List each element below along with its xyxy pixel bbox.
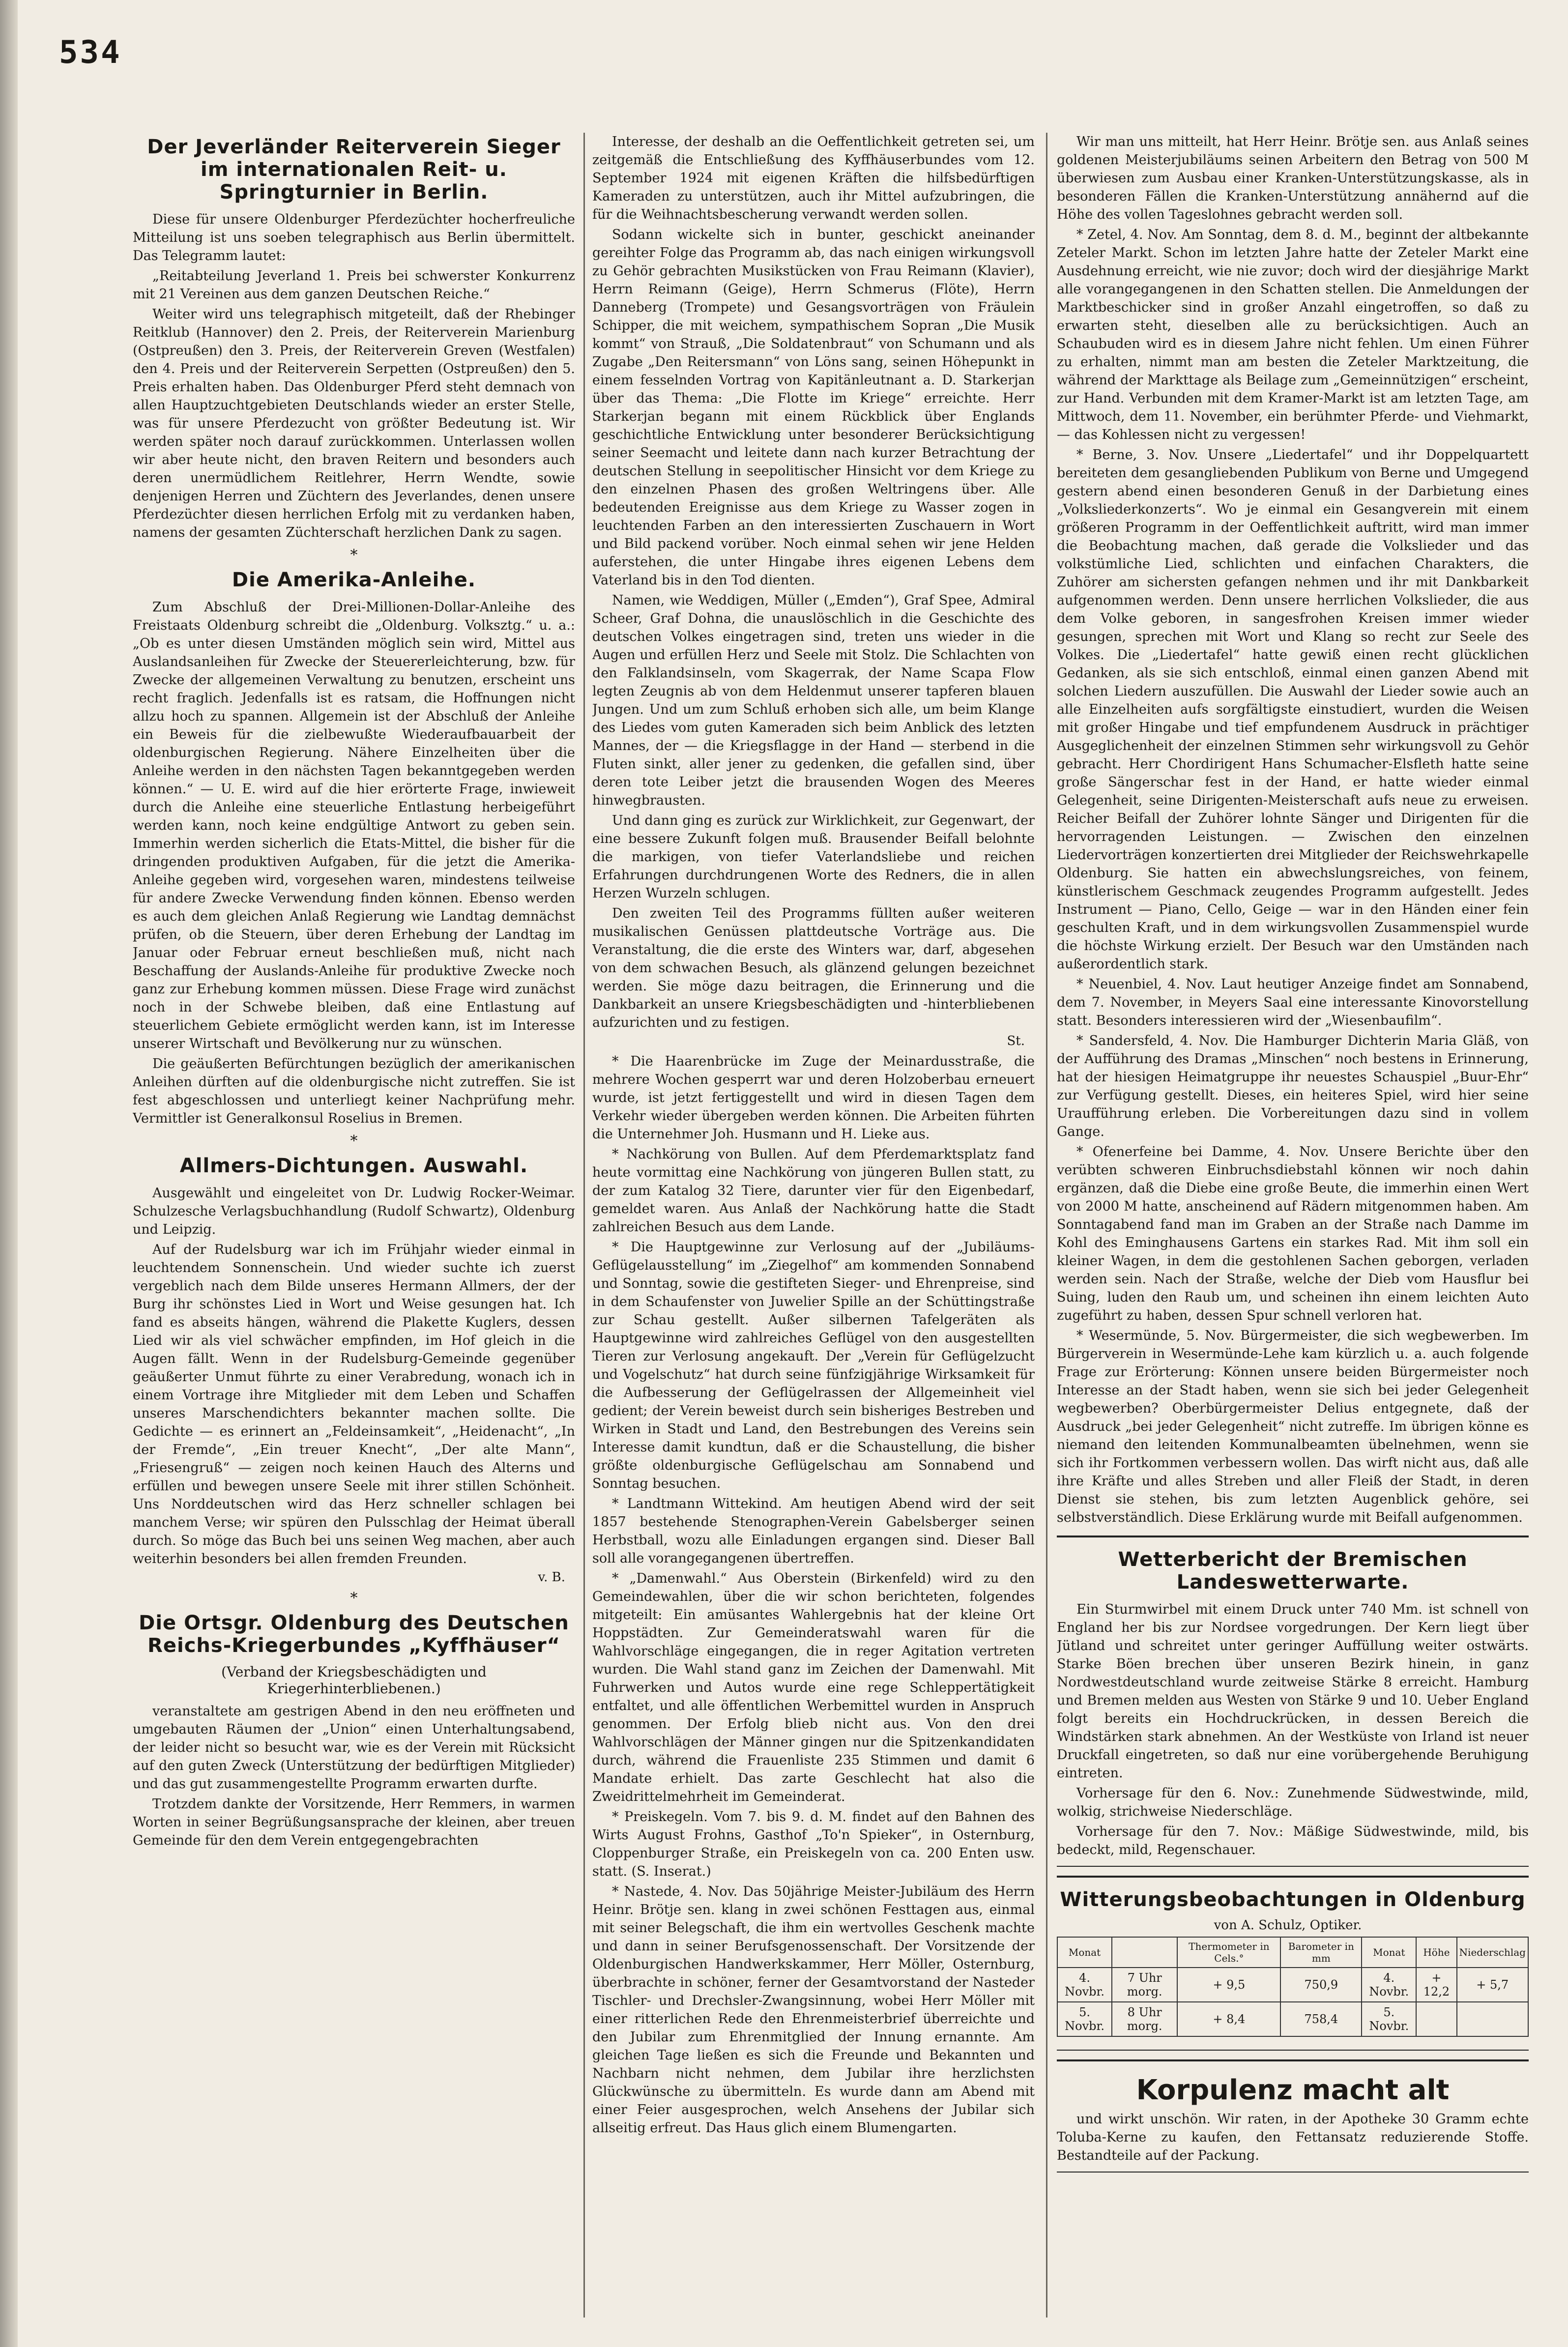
article-paragraph: Diese für unsere Oldenburger Pferdezüchter hocherfreuliche Mitteilung ist uns soeben telegraphisch aus Berlin übermittelt. Das Telegramm lautet: xyxy=(133,212,575,263)
page-number: 534 xyxy=(59,34,122,71)
table-header: Höhe xyxy=(1416,1937,1456,1968)
table-header xyxy=(1112,1937,1177,1968)
news-item: * Sandersfeld, 4. Nov. Die Hamburger Dichterin Maria Gläß, von der Aufführung des Dramas „Minschen“ noch bestens in Erinnerung, hat der hiesigen Heimatgruppe ihr neuestes Schauspiel „Buur-Ehr“ zur Verfügung gestellt. Dieses, ein heiteres Spiel, wird hier seine Uraufführung erleben. Die Vorbereitungen dazu sind in vollem Gange. xyxy=(1057,1033,1529,1139)
ad-text: und wirkt unschön. Wir raten, in der Apotheke 30 Gramm echte Toluba-Kerne zu kaufen, den Fettansatz reduzierende Stoffe. Bestandteile auf der Packung. xyxy=(1057,2112,1529,2163)
column-rule xyxy=(1046,133,1047,2318)
table-cell: 5. Novbr. xyxy=(1362,2002,1416,2036)
table-cell: 4. Novbr. xyxy=(1057,1968,1112,2002)
article-headline: Die Ortsgr. Oldenburg des Deutschen Reichs-Kriegerbundes „Kyffhäuser“ xyxy=(139,1612,569,1657)
observations-title: Witterungsbeobachtungen in Oldenburg xyxy=(1060,1888,1526,1911)
news-item: * Nachkörung von Bullen. Auf dem Pferdemarktsplatz fand heute vormittag eine Nachkörung von jüngeren Bullen statt, zu der zum Katalog 32 Tiere, darunter vier für den Eigenbedarf, gemeldet waren. Aus Anlaß der Nachkörung hatte die Stadt zahlreichen Besuch aus dem Lande. xyxy=(592,1147,1035,1235)
news-item: * Ofenerfeine bei Damme, 4. Nov. Unsere Berichte über den verübten schweren Einbruchsdiebstahl können wir noch dahin ergänzen, daß die Diebe eine große Beute, die immerhin einen Wert von 2000 M hatte, anscheinend auf Rädern mitgenommen haben. Am Sonntagabend fand man im Graben an der Straße nach Damme im Kohl des Eminghausens Gartens ein starkes Rad. Mit ihm soll ein kleiner Wagen, in dem die gestohlenen Sachen geborgen, verladen werden sein. Nach der Straße, welche der Dieb vom Hausflur bei Suing, luden den Raub um, und scheinen ihn einem leichten Auto zugeführt zu haben, dessen Spur schnell verloren hat. xyxy=(1057,1144,1529,1323)
article-paragraph: Zum Abschluß der Drei-Millionen-Dollar-Anleihe des Freistaats Oldenburg schreibt die „Oldenburg. Volksztg.“ u. a.: „Ob es unter diesen Umständen möglich sein wird, Mittel aus Auslandsanleihen für Zwecke der Steuererleichterung, bzw. für Zwecke der allgemeinen Verwaltung zu benutzen, erscheint uns recht fraglich. Jedenfalls ist es ratsam, die Hoffnungen nicht allzu hoch zu spannen. Allgemein ist der Abschluß der Anleihe ein Beweis für die zielbewußte Wiederaufbauarbeit der oldenburgischen Regierung. Nähere Einzelheiten über die Anleihe werden in den nächsten Tagen bekanntgegeben werden können.“ — U. E. wird auf die hier erörterte Frage, inwieweit durch die Anleihe eine steuerliche Entlastung herbeigeführt werden kann, noch keine endgültige Antwort zu geben sein. Immerhin werden sicherlich die Etats-Mittel, die bisher für die dringenden produktiven Aufgaben, für die jetzt die Amerika-Anleihe gegeben wird, vorgesehen waren, mindestens teilweise für andere Zwecke Verwendung finden können. Ebenso werden es auch dem gleichen Anlaß Regierung wie Landtag demnächst prüfen, ob die Steuern, über deren Erhebung der Landtag im Januar oder Februar erneut beschließen muß, nicht nach Beschaffung der Auslands-Anleihe für produktive Zwecke noch ganz zur Erhebung kommen müssen. Diese Frage wird zunächst noch in der Schwebe bleiben, daß eine Entlastung auf steuerlichem Gebiete ermöglicht werden kann, ist im Interesse unserer Wirtschaft und Bevölkerung nur zu wünschen. xyxy=(133,600,575,1051)
separator-star: * xyxy=(350,1132,358,1150)
table-header: Barometer in mm xyxy=(1280,1937,1362,1968)
table-cell: 8 Uhr morg. xyxy=(1112,2002,1177,2036)
table-cell: 4. Novbr. xyxy=(1362,1968,1416,2002)
table-header: Monat xyxy=(1057,1937,1112,1968)
news-item: * Neuenbiel, 4. Nov. Laut heutiger Anzeige findet am Sonnabend, dem 7. November, in Meyers Saal eine interessante Kinovorstellung statt. Besonders interessieren wird der „Wiesenbaufilm“. xyxy=(1057,977,1529,1028)
ad-headline: Korpulenz macht alt xyxy=(1136,2074,1450,2106)
table-cell: + 12,2 xyxy=(1416,1968,1456,2002)
advertisement xyxy=(1057,2059,1529,2173)
table-cell: + 8,4 xyxy=(1177,2002,1280,2036)
article-paragraph: Die geäußerten Befürchtungen bezüglich der amerikanischen Anleihen dürften auf die oldenburgische nicht zutreffen. Sie ist fest abgeschlossen und unterliegt keiner Nachprüfung mehr. Vermittler ist Generalkonsul Roselius in Bremen. xyxy=(133,1056,575,1126)
page-edge-shadow xyxy=(0,0,18,2347)
table-cell: + 5,7 xyxy=(1457,1968,1528,2002)
article-paragraph: Auf der Rudelsburg war ich im Frühjahr wieder einmal in leuchtendem Sonnenschein. Und wieder suchte ich zuerst vergeblich nach dem Bilde unseres Hermann Allmers, der der Burg ihr schönstes Lied in Wort und Weise gesungen hat. Ich fand es abseits hängen, während die Plakette Kuglers, dessen Lied wir als viel schwächer empfinden, im Hof gleich in die Augen fällt. Wenn in der Rudelsburg-Gemeinde gegenüber geäußerter Unmut führte zu einer Verabredung, wonach ich in einem Vortrage ihre Mitglieder mit dem Leben und Schaffen unseres Marschendichters bekannter machen sollte. Die Gedichte — es erinnert an „Feldeinsamkeit“, „Heidenacht“, „In der Fremde“, „Ein treuer Knecht“, „Der alte Mann“, „Friesengruß“ — zeigen noch keinen Hauch des Alterns und erfüllen und bewegen unsere Seele mit ihrer stillen Schönheit. Uns Norddeutschen wird das Herz schneller schlagen bei manchem Verse; wir spüren den Pulsschlag der Heimat überall durch. So möge das Buch bei uns seinen Weg machen, aber auch weiterhin besonders bei allen fremden Freunden. xyxy=(133,1242,575,1566)
weather-report-box xyxy=(1057,1536,1529,1867)
news-item: * Nastede, 4. Nov. Das 50jährige Meister-Jubiläum des Herrn Heinr. Brötje sen. klang in zwei schönen Festtagen aus, einmal mit seiner Belegschaft, die ihm ein wertvolles Geschenk machte und dann in seiner Berufsgenossenschaft. Der Vorsitzende der Oldenburgischen Handwerkskammer, Herr Möller, Osternburg, überbrachte in schöner, ferner der Gesamtvorstand der Nasteder Tischler- und Drechsler-Zwangsinnung, wobei Herr Möller mit einer ritterlichen Rede den Ehrenmeisterbrief überreichte und den Jubilar zum Ehrenmitglied der Innung ernannte. Am gleichen Tage ließen es sich die Freunde und Bekannten und Nachbarn nicht nehmen, dem Jubilar ihre herzlichsten Glückwünsche zu übermitteln. Es wurde dann am Abend mit einer Feier ausgesprochen, welch Ansehens der Jubilar sich allseitig erfreut. Das Haus glich einem Blumengarten. xyxy=(592,1884,1035,2136)
column-rule xyxy=(583,133,585,2318)
article-paragraph: Weiter wird uns telegraphisch mitgeteilt, daß der Rhebinger Reitklub (Hannover) den 2. Preis, der Reiterverein Marienburg (Ostpreußen) den 3. Preis, der Reiterverein Greven (Westfalen) den 4. Preis und der Reiterverein Serpetten (Ostpreußen) den 5. Preis erhalten haben. Das Oldenburger Pferd steht demnach von allen Hauptzuchtgebieten Deutschlands wieder an erster Stelle, was für unsere Pferdezucht von größter Bedeutung ist. Wir werden später noch darauf zurückkommen. Unterlassen wollen wir aber heute nicht, den braven Reitern und besonders auch deren unermüdlichem Reitlehrer, Herrn Wendte, sowie denjenigen Herren und Züchtern des Jeverlandes, denen unsere Pferdezüchter diesen herrlichen Erfolg mit zu verdanken haben, namens der gesamten Züchterschaft herzlichen Dank zu sagen. xyxy=(133,307,575,540)
article-paragraph: Sodann wickelte sich in bunter, geschickt aneinander gereihter Folge das Programm ab, das nach einigen wirkungsvoll zu Gehör gebrachten Musikstücken von Frau Reimann (Klavier), Herrn Reimann (Geige), Herrn Schmerus (Flöte), Herrn Danneberg (Trompete) und Gesangsvorträgen von Fräulein Schipper, die mit weichem, sympathischem Sopran „Die Musik kommt“ von Strauß, „Die Soldatenbraut“ von Schumann und als Zugabe „Den Reitersmann“ von Löns sang, seinen Höhepunkt in einem fesselnden Vortrag von Kapitänleutnant a. D. Starkerjan über das Thema: „Die Flotte im Kriege“ erreichte. Herr Starkerjan begann mit einem Rückblick über Englands geschichtliche Entwicklung unter besonderer Berücksichtigung seiner Seemacht und leitete dann nach kurzer Betrachtung der deutschen Stellung in seepolitischer Hinsicht vor dem Kriege zu den einzelnen Phasen des großen Weltringens über. Alle bedeutenden Ereignisse aus dem Kriege zu Wasser zogen in leuchtenden Farben an den interessierten Zuschauern in Wort und Bild packend vorüber. Noch einmal sehen wir jene Helden auferstehen, die unter Hingabe ihres eigenen Lebens dem Vaterland bis in den Tod dienten. xyxy=(592,227,1035,588)
article-subheadline: (Verband der Kriegsbeschädigten und Kriegerhinterbliebenen.) xyxy=(221,1664,487,1697)
table-cell xyxy=(1457,2002,1528,2036)
column-left xyxy=(133,133,575,2322)
article-paragraph: Namen, wie Weddigen, Müller („Emden“), Graf Spee, Admiral Scheer, Graf Dohna, die unauslöschlich in die Geschichte des deutschen Volkes eingetragen sind, treten uns wieder in die Augen und erfüllen Herz und Seele mit Stolz. Die Schlachten von den Falklandsinseln, vom Skagerrak, der Name Scapa Flow legten Zeugnis ab von dem Heldenmut unserer tapferen blauen Jungen. Und um zum Schluß erhoben sich alle, um beim Klange des Liedes vom guten Kameraden sich beim Anblick des letzten Mannes, der — die Kriegsflagge in der Hand — sterbend in die Fluten sinkt, aller jener zu gedenken, die gefallen sind, über deren tote Leiber jetzt die brausenden Wogen des Meeres hinwegbrausten. xyxy=(592,593,1035,808)
separator-star: * xyxy=(350,547,358,564)
news-item: * Berne, 3. Nov. Unsere „Liedertafel“ und ihr Doppelquartett bereiteten dem gesangliebenden Publikum von Berne und Umgegend gestern abend einen besonderen Genuß in der Darbietung eines „Volksliederkonzerts“. Wo je einmal ein Gesangverein mit einem größeren Programm in der Oeffentlichkeit auftritt, wird man immer die Beobachtung machen, daß gerade die Volkslieder und das volkstümliche Lied, schlichten und einfachen Charakters, die Zuhörer am sichersten gefangen nehmen und ihr mit Dankbarkeit aufgenommen werden. Denn unsere herrlichen Volkslieder, die aus dem Volke geboren, in sangesfrohen Kreisen immer wieder gesungen, sprechen mit Wort und Klang so recht zur Seele des Volkes. Die „Liedertafel“ hatte gewiß einen recht glücklichen Gedanken, als sie sich entschloß, einmal einen ganzen Abend mit solchen Liedern auszufüllen. Die Auswahl der Lieder sowie auch an alle Einzelheiten aufs sorgfältigste einstudiert, wurden die Weisen mit großer Hingabe und tief empfundenem Ausdruck in prächtiger Ausgeglichenheit der einzelnen Stimmen sehr wirkungsvoll zu Gehör gebracht. Herr Chordirigent Hans Schumacher-Elsfleth hatte seine große Sängerschar fest in der Hand, er hatte wieder einmal Gelegenheit, seine Dirigenten-Meisterschaft aufs neue zu erweisen. Reicher Beifall der Zuhörer lohnte Sänger und Dirigenten für die hervorragenden Leistungen. — Zwischen den einzelnen Liedervorträgen konzertierten drei Mitglieder der Reichswehrkapelle Oldenburg. Sie hatten ein abwechslungsreiches, von feinem, künstlerischem Geschmack zeugendes Programm aufgestellt. Jedes Instrument — Piano, Cello, Geige — war in den Händen einer fein geschulten Kraft, und in dem wirkungsvollen Zusammenspiel wurde die höchste Wirkung erzielt. Der Besuch war den Umständen nach außerordentlich stark. xyxy=(1057,447,1529,972)
article-headline: Der Jeverländer Reiterverein Sieger im internationalen Reit- u. Springturnier in Berlin. xyxy=(147,136,561,203)
weather-forecast: Vorhersage für den 7. Nov.: Mäßige Südwestwinde, mild, bis bedeckt, mild, Regenschauer. xyxy=(1057,1824,1529,1857)
article-author: St. xyxy=(1007,1034,1025,1048)
observations-table xyxy=(1057,1937,1529,2037)
table-row xyxy=(1057,2002,1528,2036)
table-cell: 758,4 xyxy=(1280,2002,1362,2036)
table-cell: + 9,5 xyxy=(1177,1968,1280,2002)
table-cell xyxy=(1416,2002,1456,2036)
table-header-row xyxy=(1057,1937,1528,1968)
table-header: Monat xyxy=(1362,1937,1416,1968)
table-cell: 750,9 xyxy=(1280,1968,1362,2002)
article-paragraph: „Reitabteilung Jeverland 1. Preis bei schwerster Konkurrenz mit 21 Vereinen aus dem ganzen Deutschen Reiche.“ xyxy=(133,268,575,302)
table-cell: 7 Uhr morg. xyxy=(1112,1968,1177,2002)
news-item: * „Damenwahl.“ Aus Oberstein (Birkenfeld) wird zu den Gemeindewahlen, über die wir schon berichteten, folgendes mitgeteilt: Ein amüsantes Wahlergebnis hat der kleine Ort Hoppstädten. Zur Gemeinderatswahl waren für die Wahlvorschläge eingegangen, die in reger Agitation vertreten wurden. Die Wahl stand ganz im Zeichen der Damenwahl. Mit Fuhrwerken und Autos wurde eine rege Schleppertätigkeit entfaltet, und alle öffentlichen Werbemittel wurden in Anspruch genommen. Der Erfolg blieb nicht aus. Von den drei Wahlvorschlägen der Männer gingen nur die Spitzenkandidaten durch, während die Frauenliste 235 Stimmen und damit 6 Mandate erhielt. Das zarte Geschlecht hat also die Zweidrittelmehrheit im Gemeinderat. xyxy=(592,1571,1035,1804)
separator-star: * xyxy=(350,1590,358,1607)
weather-report-text: Ein Sturmwirbel mit einem Druck unter 740 Mm. ist schnell von England her bis zur Nordsee vorgedrungen. Der Kern liegt über Jütland und schreitet unter geringer Auffüllung weiter ostwärts. Starke Böen brechen über unseren Bezirk hinein, in ganz Nordwestdeutschland wurde zeitweise Stärke 8 erreicht. Hamburg und Bremen melden aus Westen von Stärke 9 und 10. Ueber England folgt bereits ein Hochdruckrücken, in dessen Bereich die Windstärken stark abnehmen. An der Westküste von Irland ist neuer Druckfall eingetreten, so daß nur eine vorübergehende Beruhigung eintreten. xyxy=(1057,1602,1529,1781)
news-item: * Preiskegeln. Vom 7. bis 9. d. M. findet auf den Bahnen des Wirts August Frohns, Gasthof „To'n Spieker“, in Osternburg, Cloppenburger Straße, ein Preiskegeln von ca. 200 Enten usw. statt. (S. Inserat.) xyxy=(592,1809,1035,1879)
article-paragraph: Trotzdem dankte der Vorsitzende, Herr Remmers, in warmen Worten in seiner Begrüßungsansprache der kleinen, aber treuen Gemeinde für den dem Verein entgegengebrachten xyxy=(133,1796,575,1848)
news-item: * Zetel, 4. Nov. Am Sonntag, dem 8. d. M., beginnt der altbekannte Zeteler Markt. Schon im letzten Jahre hatte der Zeteler Markt eine Ausdehnung erreicht, wie nie zuvor; doch wird der diesjährige Markt alle vorangegangenen in den Schatten stellen. Die Anmeldungen der Marktbeschicker sind in großer Anzahl eingetroffen, so daß zu erwarten steht, dieselben alle zu berücksichtigen. Auch an Schaubuden wird es in diesem Jahre nicht fehlen. Um einen Führer zu erhalten, nimmt man am besten die Zeteler Marktzeitung, die während der Markttage als Beilage zum „Gemeinnützigen“ erscheint, zur Hand. Verbunden mit dem Kramer-Markt ist am letzten Tage, am Mittwoch, dem 11. November, ein berühmter Pferde- und Viehmarkt, — das Kohlessen nicht zu vergessen! xyxy=(1057,227,1529,442)
table-cell: 5. Novbr. xyxy=(1057,2002,1112,2036)
observations-author: von A. Schulz, Optiker. xyxy=(1214,1918,1362,1933)
news-item: * Wesermünde, 5. Nov. Bürgermeister, die sich wegbewerben. Im Bürgerverein in Wesermünde-Lehe kam kürzlich u. a. auch folgende Frage zur Erörterung: Können unsere beiden Bürgermeister noch Interesse an der Stadt haben, wenn sie sich bei jeder Gelegenheit wegbewerben? Oberbürgermeister Delius entgegnete, daß der Ausdruck „bei jeder Gelegenheit“ nicht zutreffe. Im übrigen könne es niemand den leitenden Kommunalbeamten übelnehmen, wenn sie sich ihr Fortkommen verbessern wollen. Das wirft nicht aus, daß alle ihre Kräfte und alles Streben und aller Fleiß der Stadt, in deren Dienst sie stehen, bis zum letzten Augenblick gehöre, sei selbstverständlich. Diese Erklärung wurde mit Beifall aufgenommen. xyxy=(1057,1328,1529,1525)
article-paragraph: veranstaltete am gestrigen Abend in den neu eröffneten und umgebauten Räumen der „Union“ einen Unterhaltungsabend, der leider nicht so besucht war, wie es der Verein mit Rücksicht auf den guten Zweck (Unterstützung der bedürftigen Mitglieder) und das gut zusammengestellte Programm erwarten durfte. xyxy=(133,1704,575,1792)
weather-report-title: Wetterbericht der Bremischen Landeswetterwarte. xyxy=(1118,1548,1468,1594)
article-paragraph: Ausgewählt und eingeleitet von Dr. Ludwig Rocker-Weimar. Schulzesche Verlagsbuchhandlung (Rudolf Schwartz), Oldenburg und Leipzig. xyxy=(133,1186,575,1237)
news-item: Wir man uns mitteilt, hat Herr Heinr. Brötje sen. aus Anlaß seines goldenen Meisterjubiläums seinen Arbeitern den Betrag von 500 M überwiesen zum Ausbau einer Kranken-Unterstützungskasse, als in besonderen Fällen die Kranken-Unterstützung annähernd auf die Höhe des vollen Tageslohnes gebracht werden soll. xyxy=(1057,134,1529,222)
article-paragraph: Den zweiten Teil des Programms füllten außer weiteren musikalischen Genüssen plattdeutsche Vorträge aus. Die Veranstaltung, die die erste des Winters war, darf, abgesehen von dem schwachen Besuch, als glänzend gelungen bezeichnet werden. Sie möge dazu beitragen, die Erinnerung und die Dankbarkeit an unsere Kriegsbeschädigten und -hinterbliebenen aufzurichten und zu festigen. xyxy=(592,906,1035,1030)
table-row xyxy=(1057,1968,1528,2002)
column-right xyxy=(1057,133,1529,2322)
news-item: * Landtmann Wittekind. Am heutigen Abend wird der seit 1857 bestehende Stenographen-Verein Gabelsberger seinen Herbstball, wozu alle Einladungen ergangen sind. Dieser Ball soll alle vorangegangenen übertreffen. xyxy=(592,1496,1035,1566)
table-header: Thermometer in Cels.° xyxy=(1177,1937,1280,1968)
article-headline: Die Amerika-Anleihe. xyxy=(232,569,476,591)
news-item: * Die Haarenbrücke im Zuge der Meinardusstraße, die mehrere Wochen gesperrt war und deren Holzoberbau erneuert wurde, ist jetzt fertiggestellt und wird in diesen Tagen dem Verkehr wieder übergeben werden können. Die Arbeiten führten die Unternehmer Joh. Husmann und H. Lieke aus. xyxy=(592,1054,1035,1142)
article-author: v. B. xyxy=(538,1570,565,1585)
column-middle xyxy=(592,133,1035,2322)
table-header: Niederschlag xyxy=(1457,1937,1528,1968)
article-paragraph: Interesse, der deshalb an die Oeffentlichkeit getreten sei, um zeitgemäß die Entschließung des Kyffhäuserbundes vom 12. September 1924 mit eigenen Kräften die hilfsbedürftigen Kameraden zu unterstützen, auch ihr Mittel aufzubringen, die für die Weihnachtsbescherung verwandt werden sollen. xyxy=(592,134,1035,222)
news-item: * Die Hauptgewinne zur Verlosung auf der „Jubiläums-Geflügelausstellung“ im „Ziegelhof“ am kommenden Sonnabend und Sonntag, sowie die gestifteten Sieger- und Ehrenpreise, sind in dem Schaufenster von Juwelier Spille an der Schüttingstraße zur Schau gestellt. Außer silbernen Tafelgeräten als Hauptgewinne wird zahlreiches Geflügel von den ausgestellten Tieren zur Verlosung angekauft. Der „Verein für Geflügelzucht und Vogelschutz“ hat durch seine fünfzigjährige Wirksamkeit für die Aufbesserung der Geflügelrassen der Allgemeinheit viel gedient; der Verein beweist durch sein bisheriges Bestreben und Wirken in Stadt und Land, den Bestrebungen des Vereins sein Interesse damit kundtun, daß er die Schaustellung, die bisher größte oldenburgische Geflügelschau am Sonnabend und Sonntag besuchen. xyxy=(592,1240,1035,1491)
article-paragraph: Und dann ging es zurück zur Wirklichkeit, zur Gegenwart, der eine bessere Zukunft folgen muß. Brausender Beifall belohnte die markigen, von tiefer Vaterlandsliebe und reichen Erfahrungen durchdrungenen Worte des Redners, die in allen Herzen Wurzeln schlugen. xyxy=(592,813,1035,901)
weather-observations-box xyxy=(1057,1876,1529,2051)
article-headline: Allmers-Dichtungen. Auswahl. xyxy=(179,1155,528,1177)
weather-forecast: Vorhersage für den 6. Nov.: Zunehmende Südwestwinde, mild, wolkig, strichweise Niederschläge. xyxy=(1057,1786,1529,1819)
